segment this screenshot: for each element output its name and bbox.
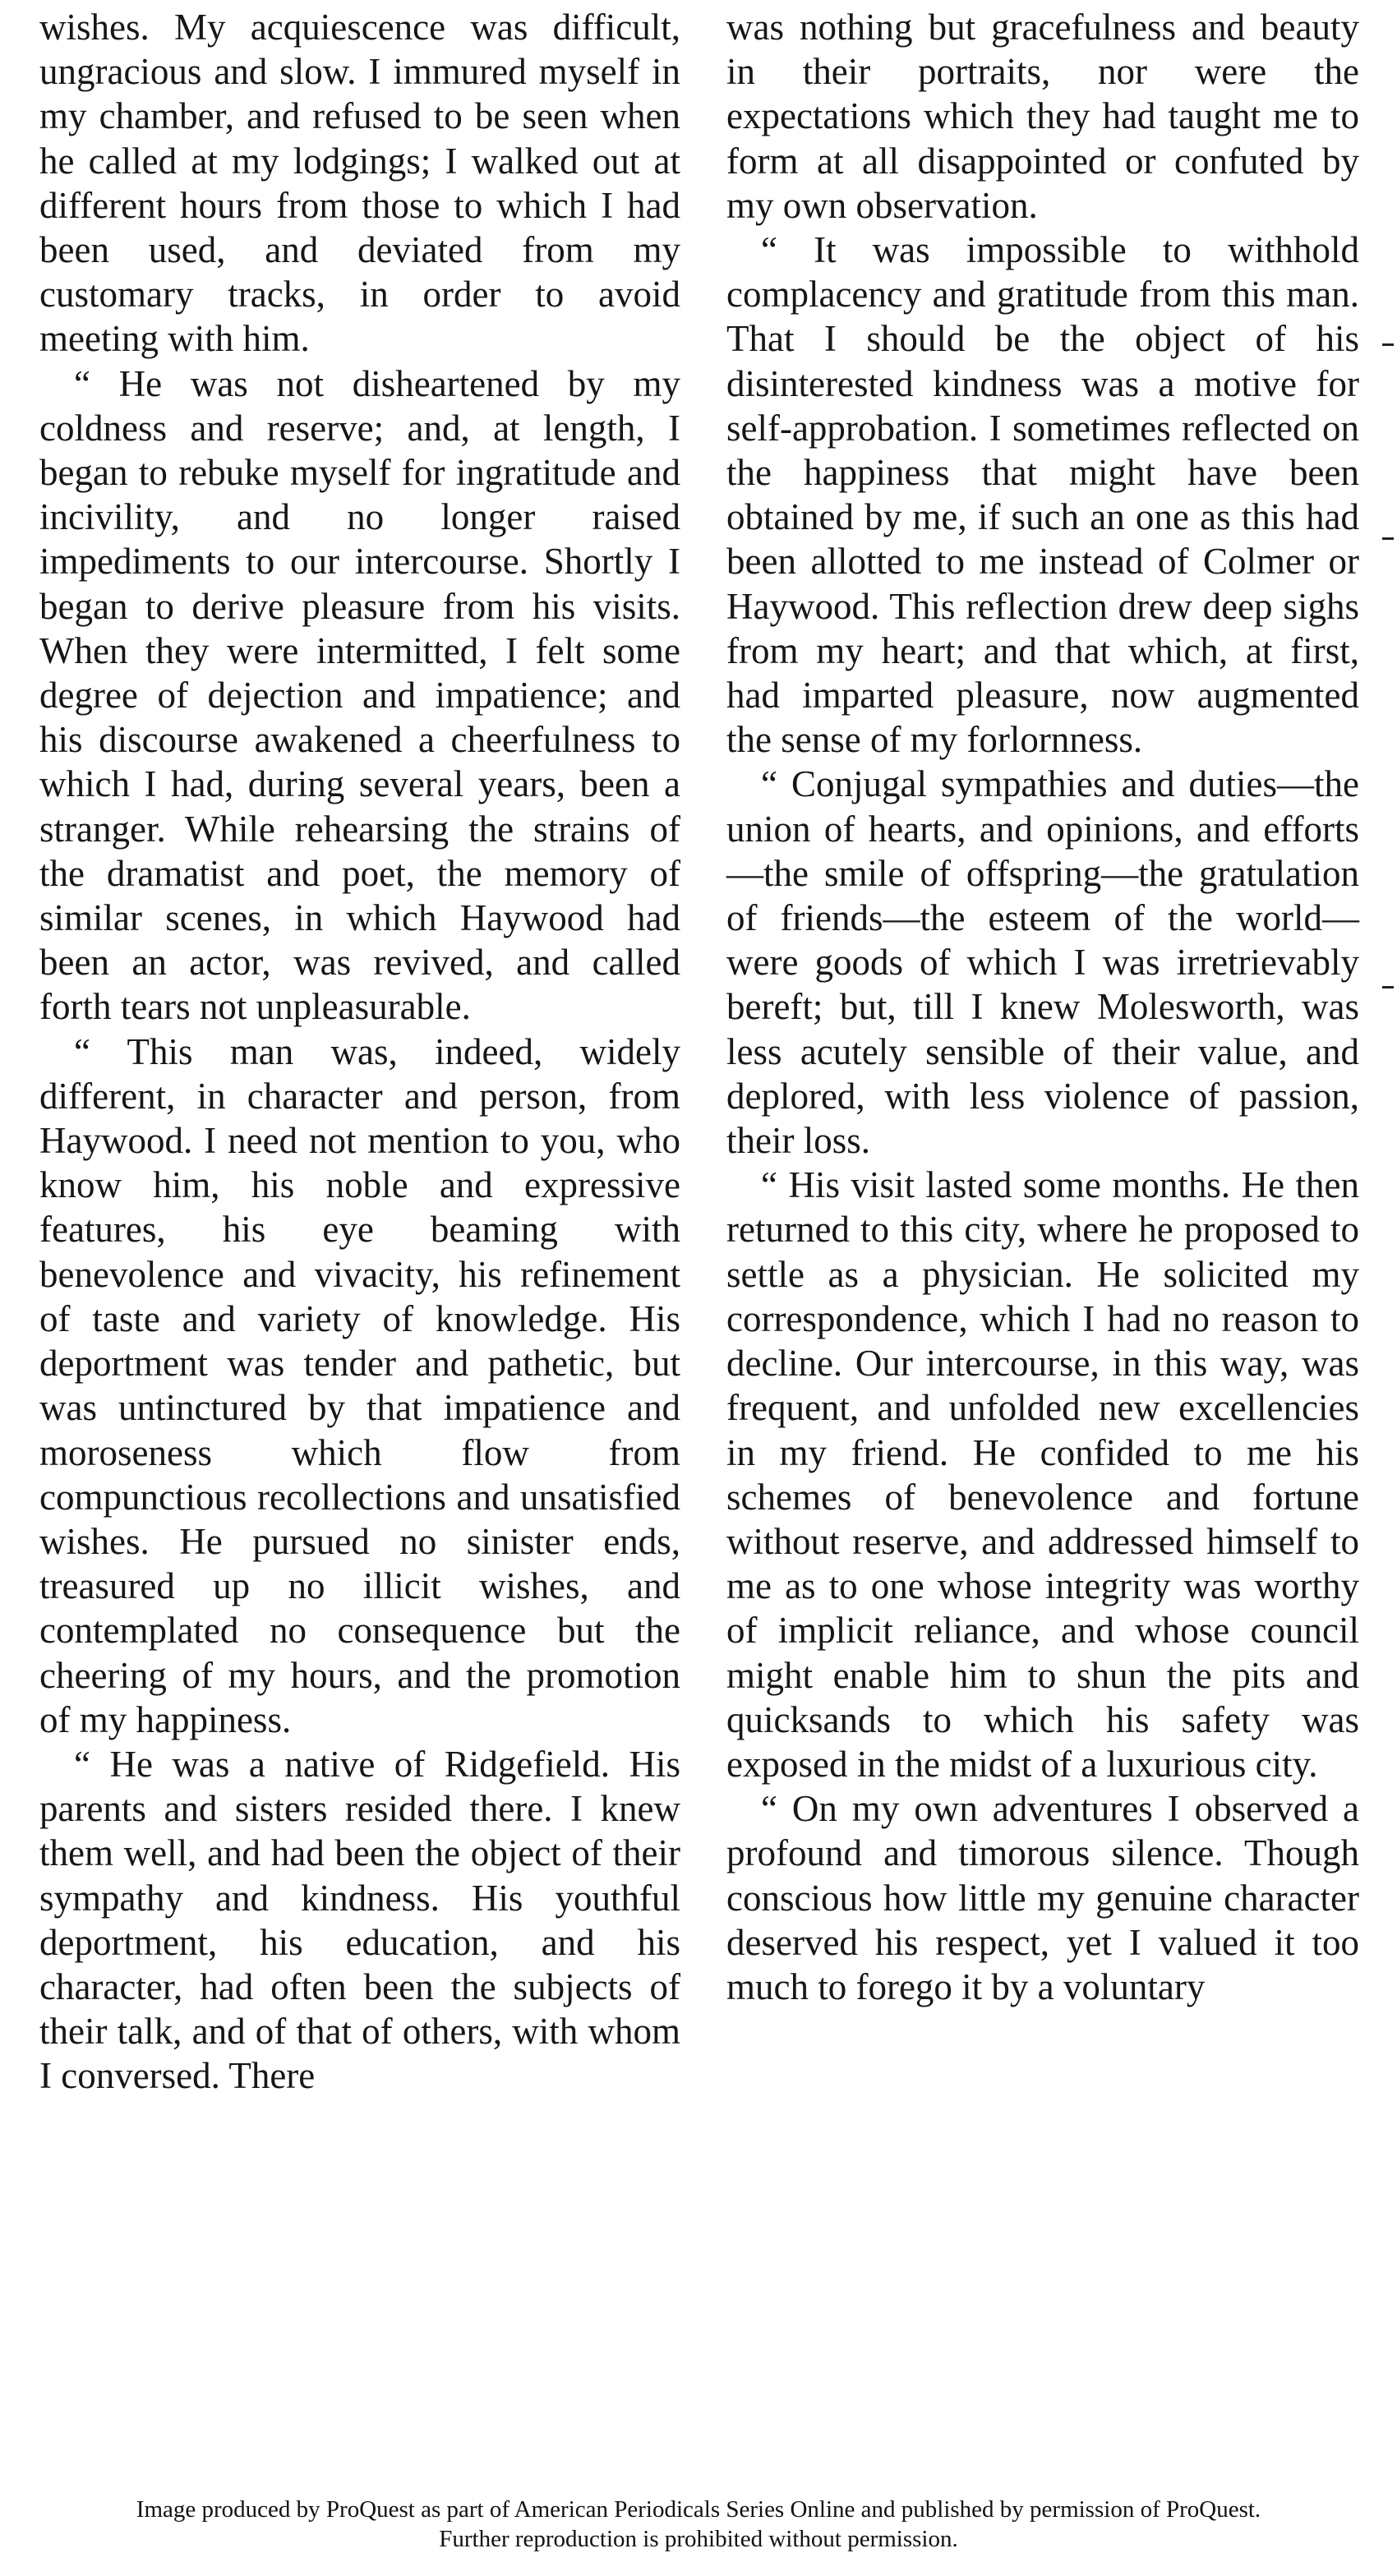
right-text-column — [726, 5, 1359, 2009]
margin-mark — [1382, 537, 1394, 540]
column-gutter — [703, 0, 705, 2432]
attribution-line-1: Image produced by ProQuest as part of American Periodicals Series Online and published by permission of ProQuest. — [136, 2496, 1261, 2523]
attribution-line-2: Further reproduction is prohibited without permission. — [439, 2526, 958, 2552]
margin-scan-marks — [1372, 0, 1397, 2432]
right-paragraph-3: “ Conjugal sympathies and duties—the union of hearts, and opinions, and efforts—the smile of offspring—the gratulation of friends—the esteem of the world—were goods of which I was irretrievably bereft; but, till I knew Molesworth, was less acutely sensible of their value, and deplored, with less violence of passion, their loss. — [726, 763, 1359, 1162]
margin-mark — [1382, 986, 1394, 988]
left-paragraph-3: “ This man was, indeed, widely different, in character and person, from Haywood. I need not mention to you, who know him, his noble and expressive features, his eye beaming with benevolence and vivacity, his refinement of taste and variety of knowledge. His deportment was tender and pathetic, but was untinctured by that impatience and moroseness which flow from compunctious recollections and unsatisfied wishes. He pursued no sinister ends, treasured up no illicit wishes, and contemplated no consequence but the cheering of my hours, and the promotion of my happiness. — [39, 1030, 680, 1740]
left-paragraph-4: “ He was a native of Ridgefield. His parents and sisters resided there. I knew them well, and had been the object of their sympathy and kindness. His youthful deportment, his education, and his character, had often been the subjects of their talk, and of that of others, with whom I conversed. There — [39, 1743, 680, 2097]
left-text-column — [39, 5, 680, 2099]
right-paragraph-2: “ It was impossible to withhold complacency and gratitude from this man. That I should be the object of his disinterested kindness was a motive for self-approbation. I sometimes reflected on the happiness that might have been obtained by me, if such an one as this had been allotted to me instead of Colmer or Haywood. This reflection drew deep sighs from my heart; and that which, at first, had imparted pleasure, now augmented the sense of my forlornness. — [726, 229, 1359, 761]
right-paragraph-1: was nothing but gracefulness and beauty in their portraits, nor were the expectations which they had taught me to form at all disappointed or confuted by my own observation. — [726, 7, 1359, 226]
margin-mark — [1382, 343, 1394, 346]
left-paragraph-1: wishes. My acquiescence was difficult, ungracious and slow. I immured myself in my chamber, and refused to be seen when he called at my lodgings; I walked out at different hours from those to which I had been used, and deviated from my customary tracks, in order to avoid meeting with him. — [39, 7, 680, 360]
right-paragraph-4: “ His visit lasted some months. He then returned to this city, where he proposed to settle as a physician. He solicited my correspondence, which I had no reason to decline. Our intercourse, in this way, was frequent, and unfolded new excellencies in my friend. He confided to me his schemes of benevolence and fortune without reserve, and addressed himself to me as to one whose integrity was worthy of implicit reliance, and whose council might enable him to shun the pits and quicksands to which his safety was exposed in the midst of a luxurious city. — [726, 1164, 1359, 1785]
right-paragraph-5: “ On my own adventures I observed a profound and timorous silence. Though conscious how little my genuine character deserved his respect, yet I valued it too much to forego it by a voluntary — [726, 1788, 1359, 2007]
left-paragraph-2: “ He was not disheartened by my coldness and reserve; and, at length, I began to rebuke myself for ingratitude and incivility, and no longer raised impediments to our intercourse. Shortly I began to derive pleasure from his visits. When they were intermitted, I felt some degree of dejection and impatience; and his discourse awakened a cheerfulness to which I had, during several years, been a stranger. While rehearsing the strains of the dramatist and poet, the memory of similar scenes, in which Haywood had been an actor, was revived, and called forth tears not unpleasurable. — [39, 362, 680, 1028]
